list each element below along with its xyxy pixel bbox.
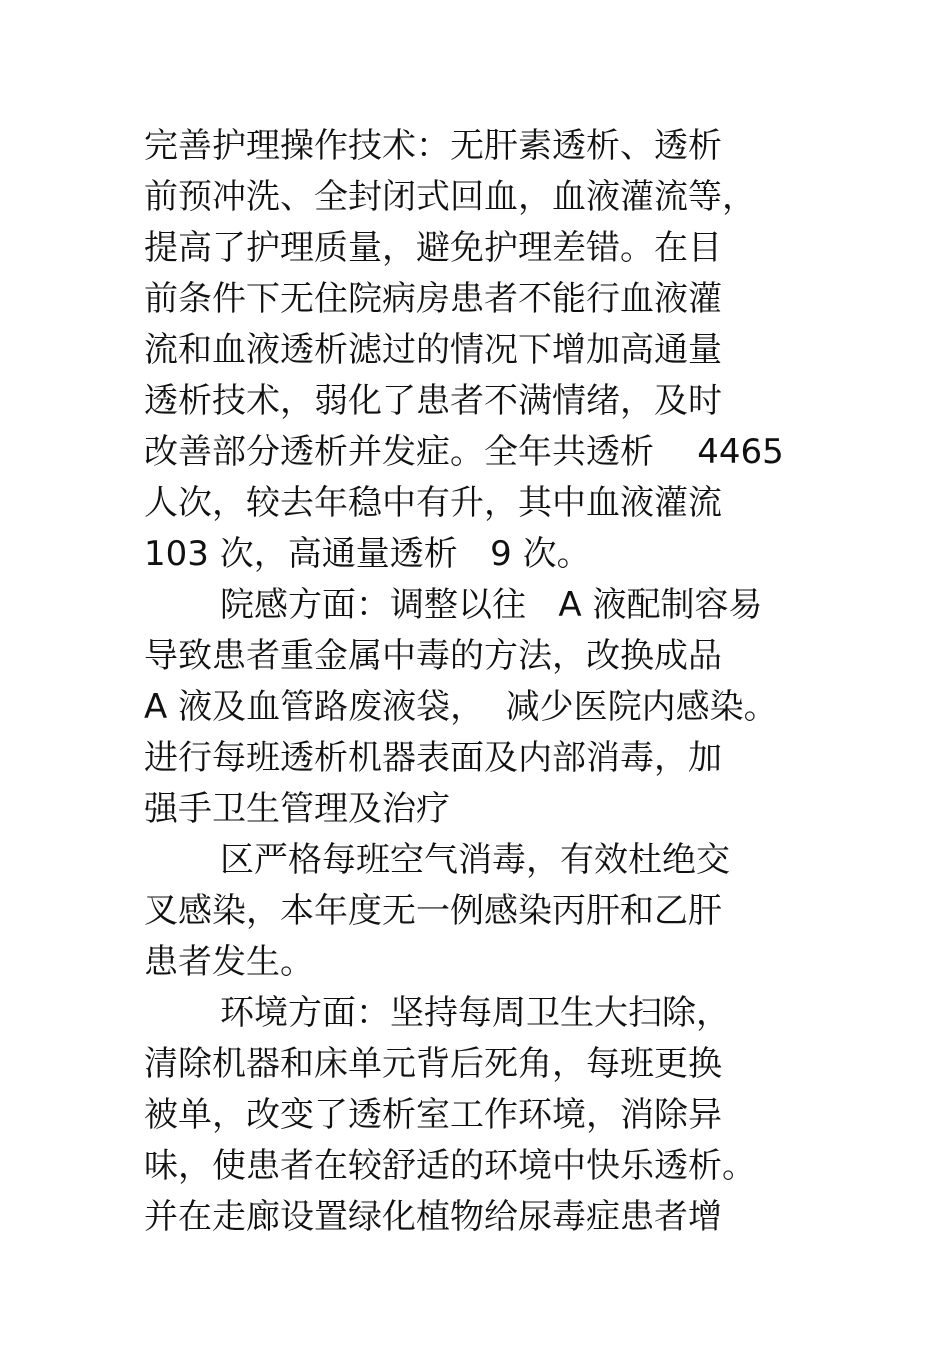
text-line: 强手卫生管理及治疗	[144, 789, 450, 829]
text-line: A 液及血管路废液袋， 减少医院内感染。	[144, 687, 778, 727]
text-line: 完善护理操作技术：无肝素透析、透析	[144, 126, 722, 166]
text-line: 并在走廊设置绿化植物给尿毒症患者增	[144, 1197, 722, 1237]
text-line: 前预冲洗、全封闭式回血，血液灌流等，	[144, 177, 756, 217]
text-line: 前条件下无住院病房患者不能行血液灌	[144, 279, 722, 319]
paragraph-first-line: 院感方面：调整以往 A 液配制容易	[220, 585, 763, 625]
text-line: 叉感染，本年度无一例感染丙肝和乙肝	[144, 891, 722, 931]
paragraph-first-line: 区严格每班空气消毒，有效杜绝交	[220, 840, 730, 880]
text-line: 人次，较去年稳中有升，其中血液灌流	[144, 483, 722, 523]
text-line: 改善部分透析并发症。全年共透析 4465	[144, 432, 784, 472]
text-line: 流和血液透析滤过的情况下增加高通量	[144, 330, 722, 370]
paragraph-first-line: 环境方面：坚持每周卫生大扫除，	[220, 993, 730, 1033]
text-line: 103 次，高通量透析 9 次。	[144, 534, 591, 574]
text-line: 进行每班透析机器表面及内部消毒，加	[144, 738, 722, 778]
text-line: 患者发生。	[144, 942, 314, 982]
text-line: 透析技术，弱化了患者不满情绪，及时	[144, 381, 722, 421]
text-line: 导致患者重金属中毒的方法，改换成品	[144, 636, 722, 676]
text-line: 清除机器和床单元背后死角，每班更换	[144, 1044, 722, 1084]
text-line: 提高了护理质量，避免护理差错。在目	[144, 228, 722, 268]
text-line: 味，使患者在较舒适的环境中快乐透析。	[144, 1146, 756, 1186]
text-line: 被单，改变了透析室工作环境，消除异	[144, 1095, 722, 1135]
